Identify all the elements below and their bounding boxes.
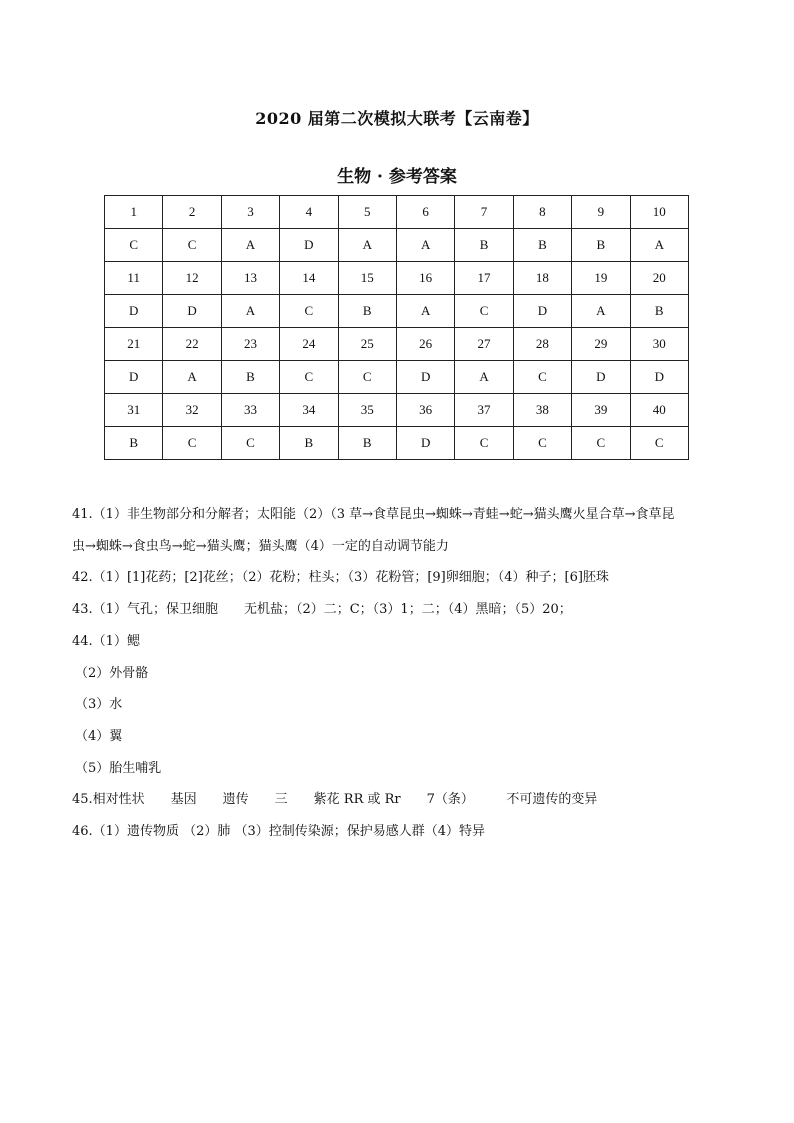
answer-row	[105, 295, 689, 328]
question-number-row	[105, 262, 689, 295]
question-number-cell: 24	[280, 328, 338, 361]
answer-cell: C	[572, 427, 630, 460]
answer-row	[105, 229, 689, 262]
question-number-cell: 37	[455, 394, 513, 427]
question-number-cell: 18	[513, 262, 571, 295]
question-number-cell: 1	[105, 196, 163, 229]
question-number-cell: 2	[163, 196, 221, 229]
answer-cell: D	[280, 229, 338, 262]
question-number-cell: 29	[572, 328, 630, 361]
question-number-cell: 4	[280, 196, 338, 229]
answer-cell: D	[396, 361, 454, 394]
answer-cell: C	[163, 229, 221, 262]
question-number-cell: 28	[513, 328, 571, 361]
answer-cell: B	[455, 229, 513, 262]
answer-cell: A	[630, 229, 688, 262]
answer-cell: D	[105, 361, 163, 394]
answer-cell: C	[280, 295, 338, 328]
answer-cell: B	[630, 295, 688, 328]
question-number-cell: 19	[572, 262, 630, 295]
answer-row	[105, 361, 689, 394]
question-number-cell: 7	[455, 196, 513, 229]
answer-cell: B	[572, 229, 630, 262]
question-number-cell: 17	[455, 262, 513, 295]
answer-cell: C	[513, 427, 571, 460]
answer-cell: D	[396, 427, 454, 460]
answer-cell: B	[338, 427, 396, 460]
question-number-cell: 35	[338, 394, 396, 427]
answer-cell: C	[280, 361, 338, 394]
question-number-cell: 31	[105, 394, 163, 427]
answer-cell: A	[163, 361, 221, 394]
answer-cell: A	[396, 229, 454, 262]
answer-cell: B	[513, 229, 571, 262]
question-number-cell: 16	[396, 262, 454, 295]
answer-line-44-4: （4）翼	[75, 728, 123, 744]
page-subtitle: 生物 · 参考答案	[337, 167, 457, 187]
question-number-cell: 13	[221, 262, 279, 295]
question-number-cell: 5	[338, 196, 396, 229]
answer-cell: C	[163, 427, 221, 460]
question-number-cell: 39	[572, 394, 630, 427]
question-number-cell: 12	[163, 262, 221, 295]
question-number-cell: 30	[630, 328, 688, 361]
answer-line-44-3: （3）水	[75, 697, 123, 713]
answer-cell: D	[572, 361, 630, 394]
answer-cell: A	[338, 229, 396, 262]
answer-cell: C	[338, 361, 396, 394]
question-number-cell: 14	[280, 262, 338, 295]
page-title: 2020 届第二次模拟大联考【云南卷】	[255, 109, 539, 128]
question-number-cell: 20	[630, 262, 688, 295]
question-number-cell: 15	[338, 262, 396, 295]
answer-cell: C	[513, 361, 571, 394]
answer-line-41b: 虫→蜘蛛→食虫鸟→蛇→猫头鹰；猫头鹰（4）一定的自动调节能力	[72, 538, 449, 554]
answer-cell: B	[338, 295, 396, 328]
question-number-cell: 22	[163, 328, 221, 361]
answer-line-45: 45.相对性状 基因 遗传 三 紫花 RR 或 Rr 7（条） 不可遗传的变异	[72, 792, 598, 808]
answer-line-46: 46.（1）遗传物质 （2）肺 （3）控制传染源；保护易感人群（4）特异	[72, 824, 486, 840]
answer-cell: B	[280, 427, 338, 460]
question-number-cell: 27	[455, 328, 513, 361]
answer-cell: A	[221, 229, 279, 262]
answer-cell: B	[105, 427, 163, 460]
question-number-row	[105, 394, 689, 427]
question-number-cell: 11	[105, 262, 163, 295]
answer-line-42: 42.（1）[1]花药；[2]花丝；（2）花粉；柱头；（3）花粉管；[9]卵细胞；（4）种子；[6]胚珠	[72, 570, 609, 586]
question-number-cell: 21	[105, 328, 163, 361]
answer-cell: C	[221, 427, 279, 460]
question-number-cell: 38	[513, 394, 571, 427]
answer-cell: D	[105, 295, 163, 328]
question-number-cell: 10	[630, 196, 688, 229]
question-number-cell: 26	[396, 328, 454, 361]
question-number-cell: 6	[396, 196, 454, 229]
answer-cell: C	[455, 427, 513, 460]
answer-table	[104, 195, 689, 460]
answer-line-44-1: 44.（1）鳃	[72, 633, 140, 649]
question-number-row	[105, 196, 689, 229]
question-number-cell: 34	[280, 394, 338, 427]
question-number-cell: 8	[513, 196, 571, 229]
answer-cell: A	[396, 295, 454, 328]
answer-line-41a: 41.（1）非生物部分和分解者；太阳能（2）（3 草→食草昆虫→蜘蛛→青蛙→蛇→猫头鹰火星合草→食草昆	[72, 507, 675, 522]
answer-cell: B	[221, 361, 279, 394]
answer-cell: C	[105, 229, 163, 262]
question-number-cell: 23	[221, 328, 279, 361]
answer-cell: A	[455, 361, 513, 394]
question-number-cell: 3	[221, 196, 279, 229]
answer-cell: C	[630, 427, 688, 460]
answer-line-44-5: （5）胎生哺乳	[75, 760, 162, 776]
answer-cell: D	[163, 295, 221, 328]
answer-row	[105, 427, 689, 460]
answer-line-43: 43.（1）气孔；保卫细胞 无机盐；（2）二；C；（3）1；二；（4）黑暗；（5）20；	[72, 602, 572, 618]
answer-cell: A	[572, 295, 630, 328]
question-number-cell: 33	[221, 394, 279, 427]
question-number-cell: 40	[630, 394, 688, 427]
answer-cell: C	[455, 295, 513, 328]
answer-cell: A	[221, 295, 279, 328]
question-number-cell: 32	[163, 394, 221, 427]
answer-cell: D	[513, 295, 571, 328]
question-number-cell: 9	[572, 196, 630, 229]
answer-lines	[72, 499, 732, 848]
question-number-cell: 36	[396, 394, 454, 427]
answer-cell: D	[630, 361, 688, 394]
question-number-row	[105, 328, 689, 361]
answer-line-44-2: （2）外骨骼	[75, 665, 149, 681]
question-number-cell: 25	[338, 328, 396, 361]
